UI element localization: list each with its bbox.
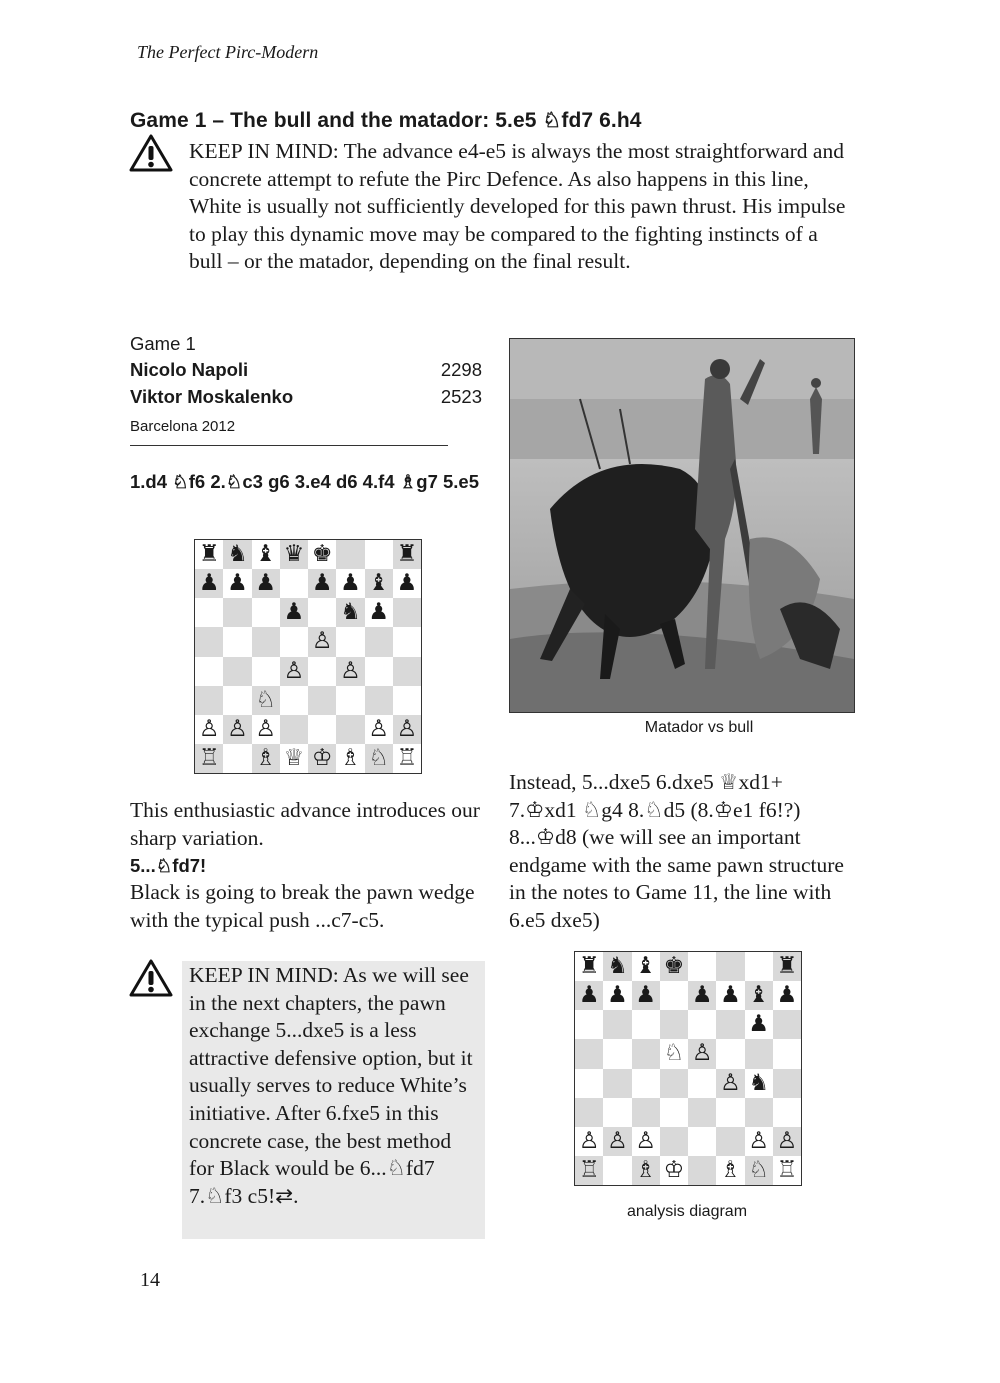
board-square: ♝ (365, 569, 393, 598)
board-square (393, 657, 421, 686)
board-square (575, 1098, 603, 1127)
board-square: ♙ (773, 1127, 801, 1156)
board-square (660, 1010, 688, 1039)
board-square (716, 1039, 744, 1068)
board-square (632, 1098, 660, 1127)
keep-in-mind-box-text: KEEP IN MIND: As we will see in the next chapters, the pawn exchange 5...dxe5 is a less attractive defensive option, but it usually serves to reduce White’s initiative. After 6.fxe5 in this concrete case, the best method for Black would be 6...♘fd7 7.♘f3 c5!⇄. (189, 963, 473, 1208)
board-square (252, 598, 280, 627)
board-square: ♛ (280, 540, 308, 569)
board-square (336, 715, 364, 744)
board-square (660, 1098, 688, 1127)
board-square: ♘ (365, 744, 393, 773)
board-square: ♝ (745, 981, 773, 1010)
board-square (365, 627, 393, 656)
board-square: ♜ (393, 540, 421, 569)
board-square: ♞ (745, 1069, 773, 1098)
board-square (688, 1010, 716, 1039)
board-square (223, 686, 251, 715)
board-square: ♟ (575, 981, 603, 1010)
black-player-rating: 2523 (440, 386, 482, 407)
board-square (252, 657, 280, 686)
board-square: ♝ (632, 952, 660, 981)
board-square: ♙ (252, 715, 280, 744)
board-square (393, 686, 421, 715)
board-square (280, 686, 308, 715)
board-square: ♜ (773, 952, 801, 981)
photo-caption: Matador vs bull (644, 719, 754, 736)
board-square (336, 686, 364, 715)
board-square (716, 952, 744, 981)
matador-bull-illustration (509, 338, 855, 713)
board-square (308, 657, 336, 686)
board-square: ♘ (252, 686, 280, 715)
board-square (575, 1069, 603, 1098)
board-square (336, 627, 364, 656)
board-square (688, 1156, 716, 1185)
board-square (336, 540, 364, 569)
board-square: ♜ (575, 952, 603, 981)
board-square: ♟ (632, 981, 660, 1010)
board-square (660, 1069, 688, 1098)
black-player-name: Viktor Moskalenko (130, 386, 294, 407)
board-square (603, 1098, 631, 1127)
board-square: ♙ (575, 1127, 603, 1156)
board-square (603, 1010, 631, 1039)
board-square: ♝ (252, 540, 280, 569)
board-square (280, 715, 308, 744)
venue: Barcelona 2012 (130, 418, 236, 435)
board-square: ♞ (336, 598, 364, 627)
board-square: ♚ (308, 540, 336, 569)
board-square (716, 1098, 744, 1127)
divider (130, 445, 448, 446)
board-square (688, 1098, 716, 1127)
board-square: ♙ (393, 715, 421, 744)
opening-moves: 1.d4 ♘f6 2.♘c3 g6 3.e4 d6 4.f4 ♗g7 5.e5 (130, 471, 480, 492)
board-square (688, 952, 716, 981)
board-square: ♗ (716, 1156, 744, 1185)
board-square (365, 686, 393, 715)
board-square (632, 1069, 660, 1098)
white-player-rating: 2298 (440, 359, 482, 380)
game-label: Game 1 (130, 333, 196, 354)
board-square (195, 657, 223, 686)
white-player-name: Nicolo Napoli (130, 359, 249, 380)
board-square: ♟ (308, 569, 336, 598)
board-square (632, 1010, 660, 1039)
board-square: ♟ (773, 981, 801, 1010)
board-square: ♟ (223, 569, 251, 598)
black-player (130, 386, 482, 408)
board-square (280, 569, 308, 598)
board-square (688, 1127, 716, 1156)
board-square (773, 1098, 801, 1127)
board-square: ♙ (336, 657, 364, 686)
board-square (575, 1039, 603, 1068)
board-square (223, 598, 251, 627)
board-square: ♙ (280, 657, 308, 686)
keep-in-mind-note: KEEP IN MIND: The advance e4-e5 is always the most straightforward and concrete attempt to refute the Pirc Defence. As also happens in this line, White is usually not sufficiently developed for this pawn thrust. His impulse to play this dynamic move may be compared to the fighting instincts of a bull – or the matador, depending on the final result. (189, 139, 846, 274)
board-square: ♖ (393, 744, 421, 773)
board-square (603, 1039, 631, 1068)
board-square: ♜ (195, 540, 223, 569)
board-square (223, 627, 251, 656)
board-square (660, 1127, 688, 1156)
analysis-diagram-caption: analysis diagram (626, 1203, 748, 1220)
board-square: ♟ (688, 981, 716, 1010)
board-square (223, 744, 251, 773)
board-square (393, 627, 421, 656)
board-square: ♟ (745, 1010, 773, 1039)
board-square (632, 1039, 660, 1068)
board-square: ♔ (308, 744, 336, 773)
board-square: ♙ (195, 715, 223, 744)
white-player (130, 359, 482, 381)
board-square: ♚ (660, 952, 688, 981)
board-square: ♙ (716, 1069, 744, 1098)
board-square (575, 1010, 603, 1039)
board-square: ♖ (575, 1156, 603, 1185)
board-square: ♙ (632, 1127, 660, 1156)
board-square (745, 1039, 773, 1068)
board-square: ♘ (745, 1156, 773, 1185)
running-head: The Perfect Pirc-Modern (137, 42, 319, 62)
board-square (365, 540, 393, 569)
board-square: ♟ (716, 981, 744, 1010)
board-square: ♙ (223, 715, 251, 744)
board-square: ♖ (773, 1156, 801, 1185)
warning-icon (129, 958, 173, 998)
board-square: ♖ (195, 744, 223, 773)
board-square (195, 598, 223, 627)
chess-diagram-main (194, 539, 422, 774)
board-square (393, 598, 421, 627)
board-square: ♔ (660, 1156, 688, 1185)
board-square (660, 981, 688, 1010)
board-square: ♟ (280, 598, 308, 627)
paragraph-black-break: Black is going to break the pawn wedge with the typical push ...c7-c5. (130, 880, 475, 932)
board-square: ♗ (632, 1156, 660, 1185)
board-square: ♟ (365, 598, 393, 627)
board-square: ♙ (745, 1127, 773, 1156)
board-square (745, 952, 773, 981)
board-square (773, 1039, 801, 1068)
chess-diagram-analysis (574, 951, 802, 1186)
board-square (195, 686, 223, 715)
board-square: ♗ (252, 744, 280, 773)
board-square: ♙ (603, 1127, 631, 1156)
board-square: ♙ (688, 1039, 716, 1068)
board-square (308, 686, 336, 715)
warning-icon (129, 133, 173, 173)
page-number: 14 (140, 1269, 160, 1291)
paragraph-advance: This enthusiastic advance introduces our sharp variation. (130, 798, 480, 850)
board-square (716, 1010, 744, 1039)
board-square (308, 598, 336, 627)
board-square (365, 657, 393, 686)
board-square (308, 715, 336, 744)
board-square (773, 1069, 801, 1098)
board-square: ♟ (393, 569, 421, 598)
board-square (745, 1098, 773, 1127)
board-square: ♞ (603, 952, 631, 981)
paragraph-instead: Instead, 5...dxe5 6.dxe5 ♕xd1+ 7.♔xd1 ♘g4 8.♘d5 (8.♔e1 f6!?) 8...♔d8 (we will see an important endgame with the same pawn structure in the notes to Game 11, the line with 6.e5 dxe5) (509, 770, 844, 932)
board-square (603, 1069, 631, 1098)
board-square: ♗ (336, 744, 364, 773)
board-square (688, 1069, 716, 1098)
section-heading: Game 1 – The bull and the matador: 5.e5 ♘fd7 6.h4 (130, 109, 642, 132)
board-square: ♟ (195, 569, 223, 598)
board-square (195, 627, 223, 656)
move-5: 5...♘fd7! (130, 855, 207, 876)
board-square (252, 627, 280, 656)
board-square: ♕ (280, 744, 308, 773)
board-square (773, 1010, 801, 1039)
board-square: ♘ (660, 1039, 688, 1068)
board-square (280, 627, 308, 656)
board-square: ♟ (603, 981, 631, 1010)
board-square: ♙ (308, 627, 336, 656)
board-square: ♞ (223, 540, 251, 569)
board-square (223, 657, 251, 686)
board-square (603, 1156, 631, 1185)
board-square (716, 1127, 744, 1156)
board-square: ♙ (365, 715, 393, 744)
board-square: ♟ (252, 569, 280, 598)
board-square: ♟ (336, 569, 364, 598)
